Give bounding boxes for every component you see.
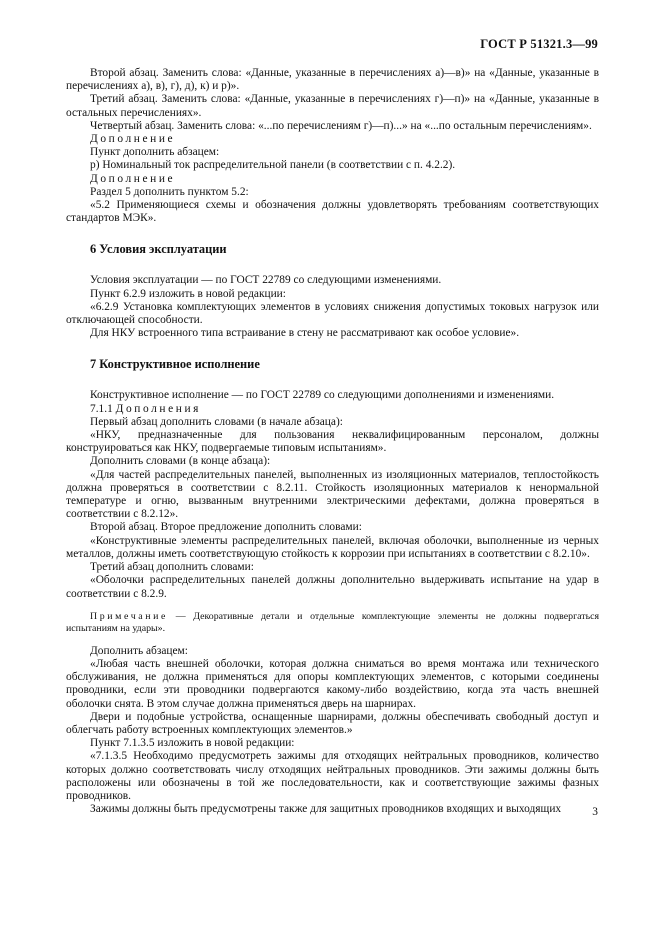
paragraph: «Конструктивные элементы распределительных панелей, включая оболочки, выполненные из черных металлов, должны иметь соответствующую стойкость к коррозии при испытаниях в соответствии с 8.2.10». bbox=[66, 534, 599, 560]
section-heading-7: 7 Конструктивное исполнение bbox=[90, 357, 260, 372]
paragraph: Пункт дополнить абзацем: bbox=[90, 146, 220, 159]
paragraph: Дополнить словами (в конце абзаца): bbox=[90, 455, 271, 468]
paragraph: «6.2.9 Установка комплектующих элементов в условиях снижения допустимых токовых нагрузок или отключающей способности. bbox=[66, 300, 599, 327]
note-text: — Декоративные детали и отдельные комплектующие элементы не должны подвергаться испытаниям на удары». bbox=[66, 610, 599, 634]
paragraph: «Любая часть внешней оболочки, которая должна сниматься во время монтажа или технического обслуживания, не должна применяться для опоры комплектующих элементов, с которыми соединены проводники, если эти проводники подвергаются какому-либо воздействию, когда эта часть внешней оболочки снята. В этом случае должна применяться дверь на шарнирах. bbox=[66, 657, 599, 710]
paragraph: Второй абзац. Заменить слова: «Данные, указанные в перечислениях а)—в)» на «Данные, указанные в перечислениях а), в), г), д), к) и р)». bbox=[66, 67, 599, 93]
paragraph: Двери и подобные устройства, оснащенные шарнирами, должны обеспечивать свободный доступ и облегчать работу встроенных комплектующих элементов.» bbox=[66, 710, 599, 736]
paragraph: Третий абзац дополнить словами: bbox=[90, 561, 254, 574]
page-number: 3 bbox=[592, 806, 598, 818]
paragraph: Условия эксплуатации — по ГОСТ 22789 со следующими изменениями. bbox=[90, 274, 442, 287]
addition-label: Дополнение bbox=[90, 172, 176, 185]
document-header: ГОСТ Р 51321.3—99 bbox=[480, 37, 598, 51]
paragraph: «Для частей распределительных панелей, выполненных из изоляционных материалов, теплостойкость должна проверяться в соответствии с 8.2.11. Стойкость изоляционных материалов к ненормальной температуре и огню, вызванным внутренними электрическими дефектами, должна проверяться в соответствии с 8.2.12». bbox=[66, 468, 599, 521]
paragraph: Дополнить абзацем: bbox=[90, 644, 188, 657]
subsection-line bbox=[66, 403, 599, 416]
page-body bbox=[66, 67, 599, 816]
section-heading-6: 6 Условия эксплуатации bbox=[90, 242, 227, 257]
paragraph: «5.2 Применяющиеся схемы и обозначения должны удовлетворять требованиям соответствующих стандартов МЭК». bbox=[66, 199, 599, 225]
paragraph: Зажимы должны быть предусмотрены также для защитных проводников входящих и выходящих bbox=[90, 803, 562, 816]
paragraph: Четвертый абзац. Заменить слова: «...по перечислениям г)—п)...» на «...по остальным перечислениям». bbox=[90, 119, 592, 132]
paragraph: «Оболочки распределительных панелей должны дополнительно выдерживать испытание на удар в соответствии с 8.2.9. bbox=[66, 574, 599, 600]
note-label: Примечание bbox=[90, 610, 169, 622]
paragraph: Для НКУ встроенного типа встраивание в стену не рассматривают как особое условие». bbox=[90, 327, 520, 340]
paragraph: Пункт 6.2.9 изложить в новой редакции: bbox=[90, 287, 286, 300]
paragraph: Раздел 5 дополнить пунктом 5.2: bbox=[90, 185, 249, 198]
paragraph: «7.1.3.5 Необходимо предусмотреть зажимы для отходящих нейтральных проводников, количество которых должно соответствовать числу отходящих нейтральных проводников. Эти зажимы должны быть расположены или обозначены в той же последовательности, как и соответствующие зажимы фазных проводников. bbox=[66, 750, 599, 802]
paragraph: Пункт 7.1.3.5 изложить в новой редакции: bbox=[90, 737, 295, 750]
paragraph: Третий абзац. Заменить слова: «Данные, указанные в перечислениях г)—п)» на «Данные, указанные в остальных перечислениях». bbox=[66, 93, 599, 119]
addition-label: Дополнение bbox=[90, 133, 176, 146]
note bbox=[66, 611, 599, 635]
paragraph: «НКУ, предназначенные для пользования неквалифицированным персоналом, должны конструироваться как НКУ, подвергаемые типовым испытаниям». bbox=[66, 429, 599, 455]
addition-label: Дополнения bbox=[115, 402, 202, 415]
paragraph: Первый абзац дополнить словами (в начале абзаца): bbox=[90, 415, 343, 428]
subsection-number: 7.1.1 bbox=[90, 402, 113, 415]
paragraph: Конструктивное исполнение — по ГОСТ 22789 со следующими дополнениями и изменениями. bbox=[90, 389, 555, 402]
paragraph: Второй абзац. Второе предложение дополнить словами: bbox=[90, 521, 362, 534]
paragraph: р) Номинальный ток распределительной панели (в соответствии с п. 4.2.2). bbox=[90, 159, 456, 172]
